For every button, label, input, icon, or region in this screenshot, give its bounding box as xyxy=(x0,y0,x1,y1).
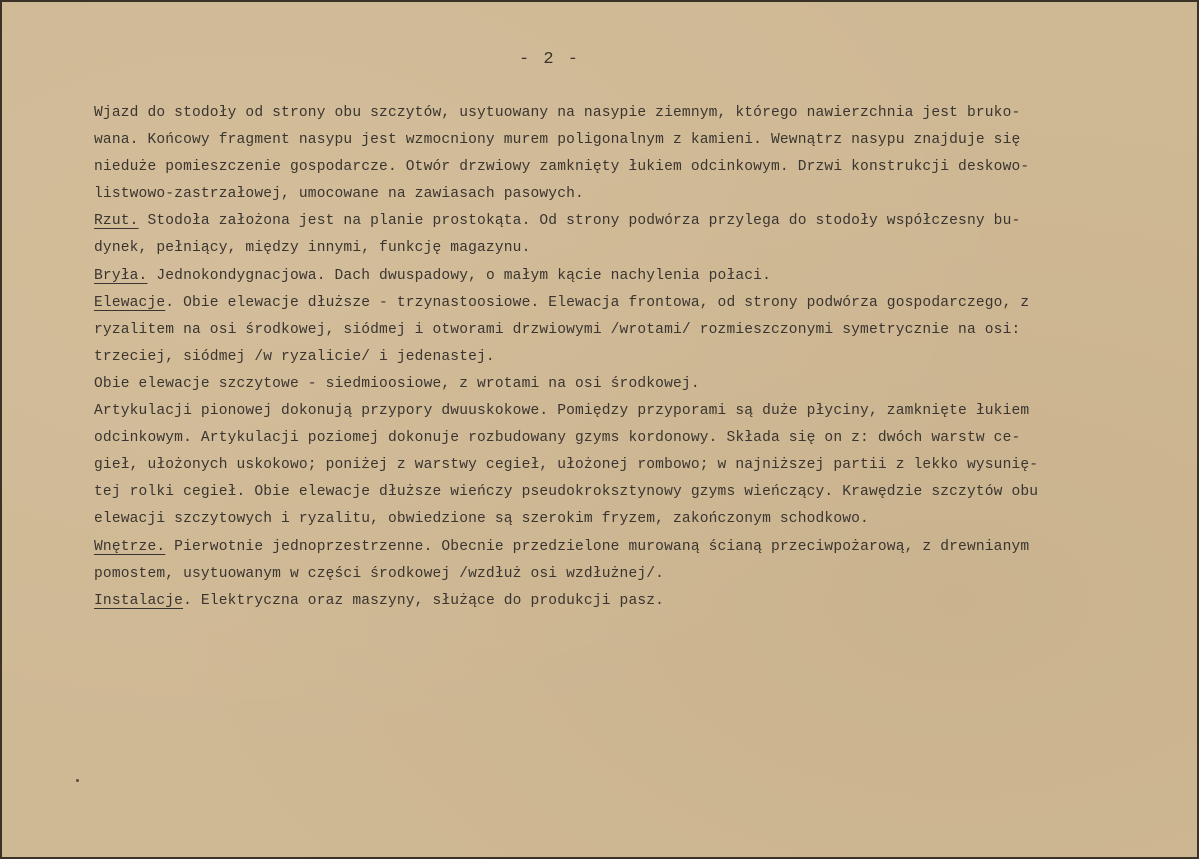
line-text: listwowo-zastrzałowej, umocowane na zawiasach pasowych. xyxy=(94,186,584,203)
line-text: Jednokondygnacjowa. Dach dwuspadowy, o małym kącie nachylenia połaci. xyxy=(147,267,771,284)
line-text: gieł, ułożonych uskokowo; poniżej z warstwy cegieł, ułożonej rombowo; w najniższej partii z lekko wysunię- xyxy=(94,457,1039,474)
line-text: Stodoła założona jest na planie prostokąta. Od strony podwórza przylega do stodoły współczesny bu- xyxy=(138,213,1021,230)
section-heading-instalacje: Instalacje xyxy=(94,592,184,609)
line-text: Obie elewacje szczytowe - siedmioosiowe, z wrotami na osi środkowej. xyxy=(94,375,700,392)
text-line xyxy=(94,290,1164,317)
line-text: pomostem, usytuowanym w części środkowej /wzdłuż osi wzdłużnej/. xyxy=(94,565,665,582)
line-text: Wjazd do stodoły od strony obu szczytów, usytuowany na nasypie ziemnym, którego nawierzchnia jest bruko- xyxy=(94,105,1021,121)
text-line xyxy=(94,235,1164,262)
line-text: nieduże pomieszczenie gospodarcze. Otwór drzwiowy zamknięty łukiem odcinkowym. Drzwi konstrukcji deskowo- xyxy=(94,159,1030,176)
text-line xyxy=(94,154,1164,181)
line-text: dynek, pełniący, między innymi, funkcję magazynu. xyxy=(94,240,531,257)
line-text: . Elektryczna oraz maszyny, służące do produkcji pasz. xyxy=(183,592,665,609)
text-line xyxy=(94,534,1164,561)
text-line xyxy=(94,371,1164,398)
line-text: wana. Końcowy fragment nasypu jest wzmocniony murem poligonalnym z kamieni. Wewnątrz nasypu znajduje się xyxy=(94,132,1021,149)
line-text: tej rolki cegieł. Obie elewacje dłuższe wieńczy pseudokroksztynowy gzyms wieńczący. Krawędzie szczytów obu xyxy=(94,484,1039,501)
text-line xyxy=(94,425,1164,452)
line-text: elewacji szczytowych i ryzalitu, obwiedzione są szerokim fryzem, zakończonym schodkowo. xyxy=(94,511,869,528)
text-line xyxy=(94,208,1164,235)
section-heading-elewacje: Elewacje xyxy=(94,294,166,311)
text-line xyxy=(94,344,1164,371)
text-line xyxy=(94,398,1164,425)
body-text xyxy=(94,100,1164,615)
line-text: odcinkowym. Artykulacji poziomej dokonuje rozbudowany gzyms kordonowy. Składa się on z: dwóch warstw ce- xyxy=(94,430,1021,447)
text-line xyxy=(94,317,1164,344)
line-text: trzeciej, siódmej /w ryzalicie/ i jedenastej. xyxy=(94,348,495,365)
text-line xyxy=(94,561,1164,588)
text-line xyxy=(94,181,1164,208)
section-heading-wnetrze: Wnętrze. xyxy=(94,538,166,555)
text-line xyxy=(94,263,1164,290)
section-heading-bryla: Bryła. xyxy=(94,267,148,284)
text-line xyxy=(94,479,1164,506)
paper-speck xyxy=(76,779,79,782)
line-text: Pierwotnie jednoprzestrzenne. Obecnie przedzielone murowaną ścianą przeciwpożarową, z drewnianym xyxy=(165,538,1030,555)
text-line xyxy=(94,506,1164,533)
line-text: ryzalitem na osi środkowej, siódmej i otworami drzwiowymi /wrotami/ rozmieszczonymi symetrycznie na osi: xyxy=(94,321,1021,338)
text-line xyxy=(94,100,1164,127)
page-number: - 2 - xyxy=(518,50,580,69)
line-text: . Obie elewacje dłuższe - trzynastoosiowe. Elewacja frontowa, od strony podwórza gospodarczego, z xyxy=(165,294,1030,311)
text-line xyxy=(94,588,1164,615)
section-heading-rzut: Rzut. xyxy=(94,213,139,230)
line-text: Artykulacji pionowej dokonują przypory dwuuskokowe. Pomiędzy przyporami są duże płyciny, zamknięte łukiem xyxy=(94,403,1030,420)
text-line xyxy=(94,452,1164,479)
text-line xyxy=(94,127,1164,154)
